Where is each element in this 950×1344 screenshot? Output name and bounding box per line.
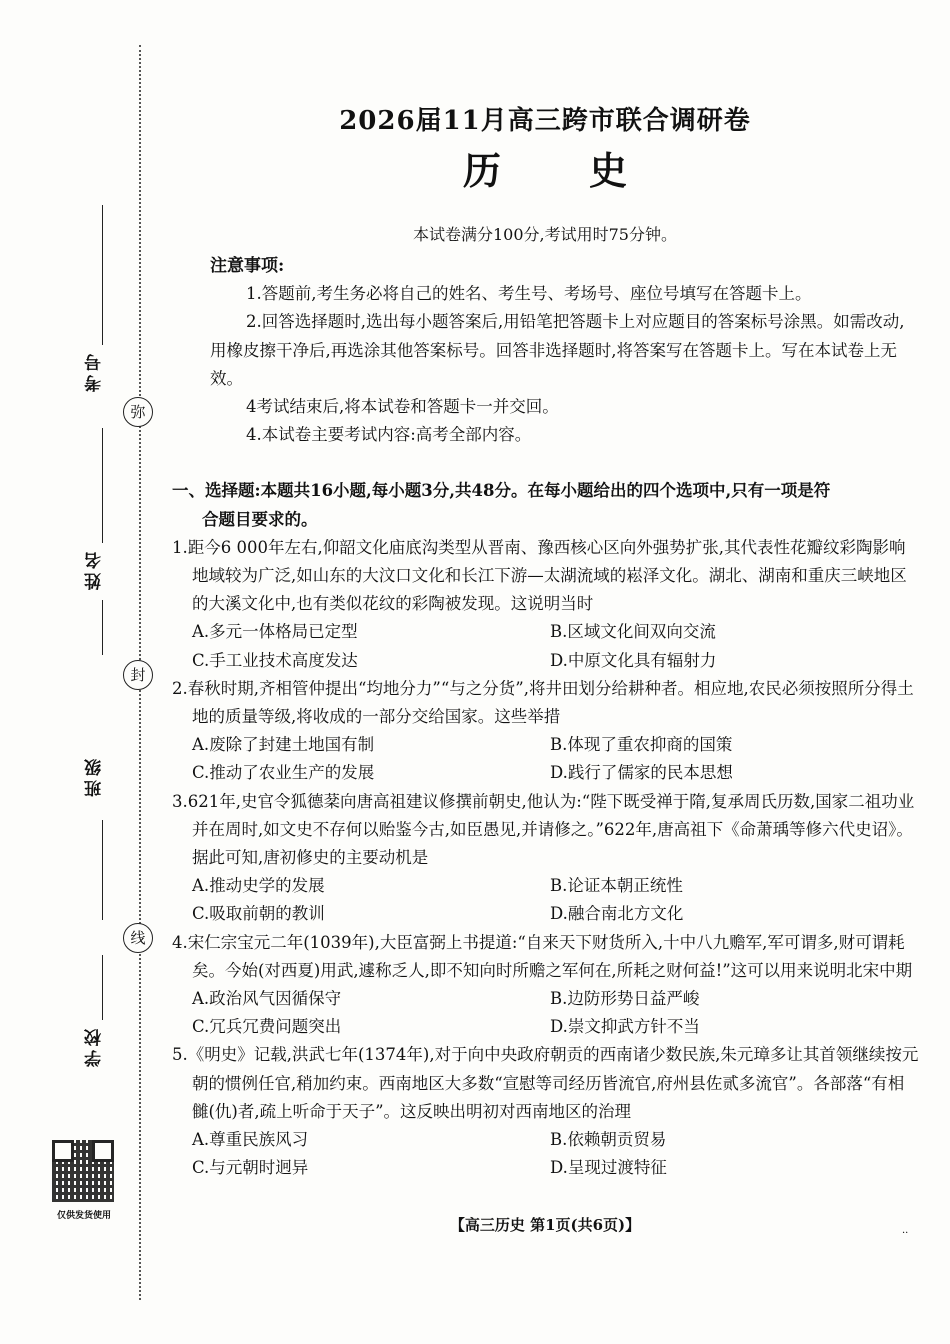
option-a: A.政治风气因循保守 xyxy=(192,989,342,1009)
subject-char-1: 历 xyxy=(462,148,501,193)
question-4-options xyxy=(172,985,920,1041)
option-c: C.吸取前朝的教训 xyxy=(192,904,325,924)
option-d: D.中原文化具有辐射力 xyxy=(550,650,717,670)
option-a: A.废除了封建土地国有制 xyxy=(192,735,375,755)
question-5-stem: 5.《明史》记载,洪武七年(1374年),对于向中央政府朝贡的西南诸少数民族,朱元璋多让其首领继续按元朝的惯例任官,稍加约束。西南地区大多数“宣慰等司经历皆流官,府州县佐贰多流官”。各部落“有相雠(仇)者,疏上听命于天子”。这反映出明初对西南地区的治理 xyxy=(172,1045,919,1121)
notice-item: 1.答题前,考生务必将自己的姓名、考生号、考场号、座位号填写在答题卡上。 xyxy=(246,284,812,304)
exam-number-label: 考号 xyxy=(85,350,105,392)
score-line: 本试卷满分100分,考试用时75分钟。 xyxy=(413,225,677,244)
question-2-options xyxy=(172,731,920,787)
option-c: C.推动了农业生产的发展 xyxy=(192,763,375,783)
subject-title xyxy=(180,140,910,195)
class-label: 班级 xyxy=(85,755,105,797)
school-label: 学校 xyxy=(85,1025,105,1067)
question-4-stem: 4.宋仁宗宝元二年(1039年),大臣富弼上书提道:“自来天下财货所入,十中八九赡军,军可谓多,财可谓耗矣。今始(对西夏)用武,遽称乏人,即不知向时所赡之军何在,所耗之财何益!”这可以用来说明北宋中期 xyxy=(172,932,913,980)
seal-feng: 封 xyxy=(123,660,153,690)
section-heading: 一、选择题:本题共16小题,每小题3分,共48分。在每小题给出的四个选项中,只有一项是符 xyxy=(172,481,831,501)
seal-xian: 线 xyxy=(123,923,153,953)
option-d: D.融合南北方文化 xyxy=(550,904,684,924)
option-a: A.推动史学的发展 xyxy=(192,876,325,896)
qr-caption: 仅供发货使用 xyxy=(56,1211,111,1221)
name-rule-top xyxy=(102,428,103,543)
exam-title: 2026届11月高三跨市联合调研卷 xyxy=(339,106,751,136)
school-rule xyxy=(102,955,103,1020)
option-b: B.依赖朝贡贸易 xyxy=(550,1130,667,1150)
option-c: C.与元朝时迥异 xyxy=(192,1158,309,1178)
notice-item: 2.回答选择题时,选出每小题答案后,用铅笔把答题卡上对应题目的答案标号涂黑。如需改动,用橡皮擦干净后,再选涂其他答案标号。回答非选择题时,将答案写在答题卡上。写在本试卷上无效。 xyxy=(210,312,905,388)
option-a: A.多元一体格局已定型 xyxy=(192,622,358,642)
question-5-options xyxy=(172,1126,920,1182)
seal-mi: 弥 xyxy=(123,397,153,427)
option-b: B.区域文化间双向交流 xyxy=(550,622,716,642)
question-3-stem: 3.621年,史官令狐德棻向唐高祖建议修撰前朝史,他认为:“陛下既受禅于隋,复承周氏历数,国家二祖功业并在周时,如文史不存何以贻鉴今古,如臣愚见,并请修之。”622年,唐高祖下《命萧瑀等修六代史诏》。据此可知,唐初修史的主要动机是 xyxy=(172,791,915,868)
corner-mark: ·· xyxy=(902,1228,909,1239)
option-b: B.体现了重农抑商的国策 xyxy=(550,735,733,755)
exam-content xyxy=(172,252,920,1183)
question-1-options xyxy=(172,618,920,674)
section-heading-cont: 合题目要求的。 xyxy=(202,509,318,529)
question-1-stem: 1.距今6 000年左右,仰韶文化庙底沟类型从晋南、豫西核心区向外强势扩张,其代表性花瓣纹彩陶影响地域较为广泛,如山东的大汶口文化和长江下游—太湖流域的崧泽文化。湖北、湖南和重庆三峡地区的大溪文化中,也有类似花纹的彩陶被发现。这说明当时 xyxy=(172,537,907,614)
option-a: A.尊重民族风习 xyxy=(192,1130,309,1150)
exam-number-rule xyxy=(102,205,103,345)
option-b: B.边防形势日益严峻 xyxy=(550,989,700,1009)
option-b: B.论证本朝正统性 xyxy=(550,876,683,896)
name-label: 姓名 xyxy=(85,548,105,590)
question-3-options xyxy=(172,872,920,928)
option-c: C.手工业技术高度发达 xyxy=(192,650,358,670)
subject-char-2: 史 xyxy=(589,148,628,193)
name-rule-bottom xyxy=(102,600,103,655)
option-d: D.践行了儒家的民本思想 xyxy=(550,763,733,783)
question-2-stem: 2.春秋时期,齐相管仲提出“均地分力”“与之分货”,将井田划分给耕种者。相应地,农民必须按照所分得土地的质量等级,将收成的一部分交给国家。这些举措 xyxy=(172,678,914,727)
notice-heading: 注意事项: xyxy=(210,256,285,276)
class-rule xyxy=(102,820,103,920)
option-d: D.呈现过渡特征 xyxy=(550,1158,667,1178)
qr-code xyxy=(52,1140,114,1202)
option-c: C.冗兵冗费问题突出 xyxy=(192,1017,342,1037)
option-d: D.崇文抑武方针不当 xyxy=(550,1017,700,1037)
notice-item: 4考试结束后,将本试卷和答题卡一并交回。 xyxy=(246,397,559,417)
page-footer: 【高三历史 第1页(共6页)】 xyxy=(449,1216,641,1234)
notice-item: 4.本试卷主要考试内容:高考全部内容。 xyxy=(246,425,532,445)
